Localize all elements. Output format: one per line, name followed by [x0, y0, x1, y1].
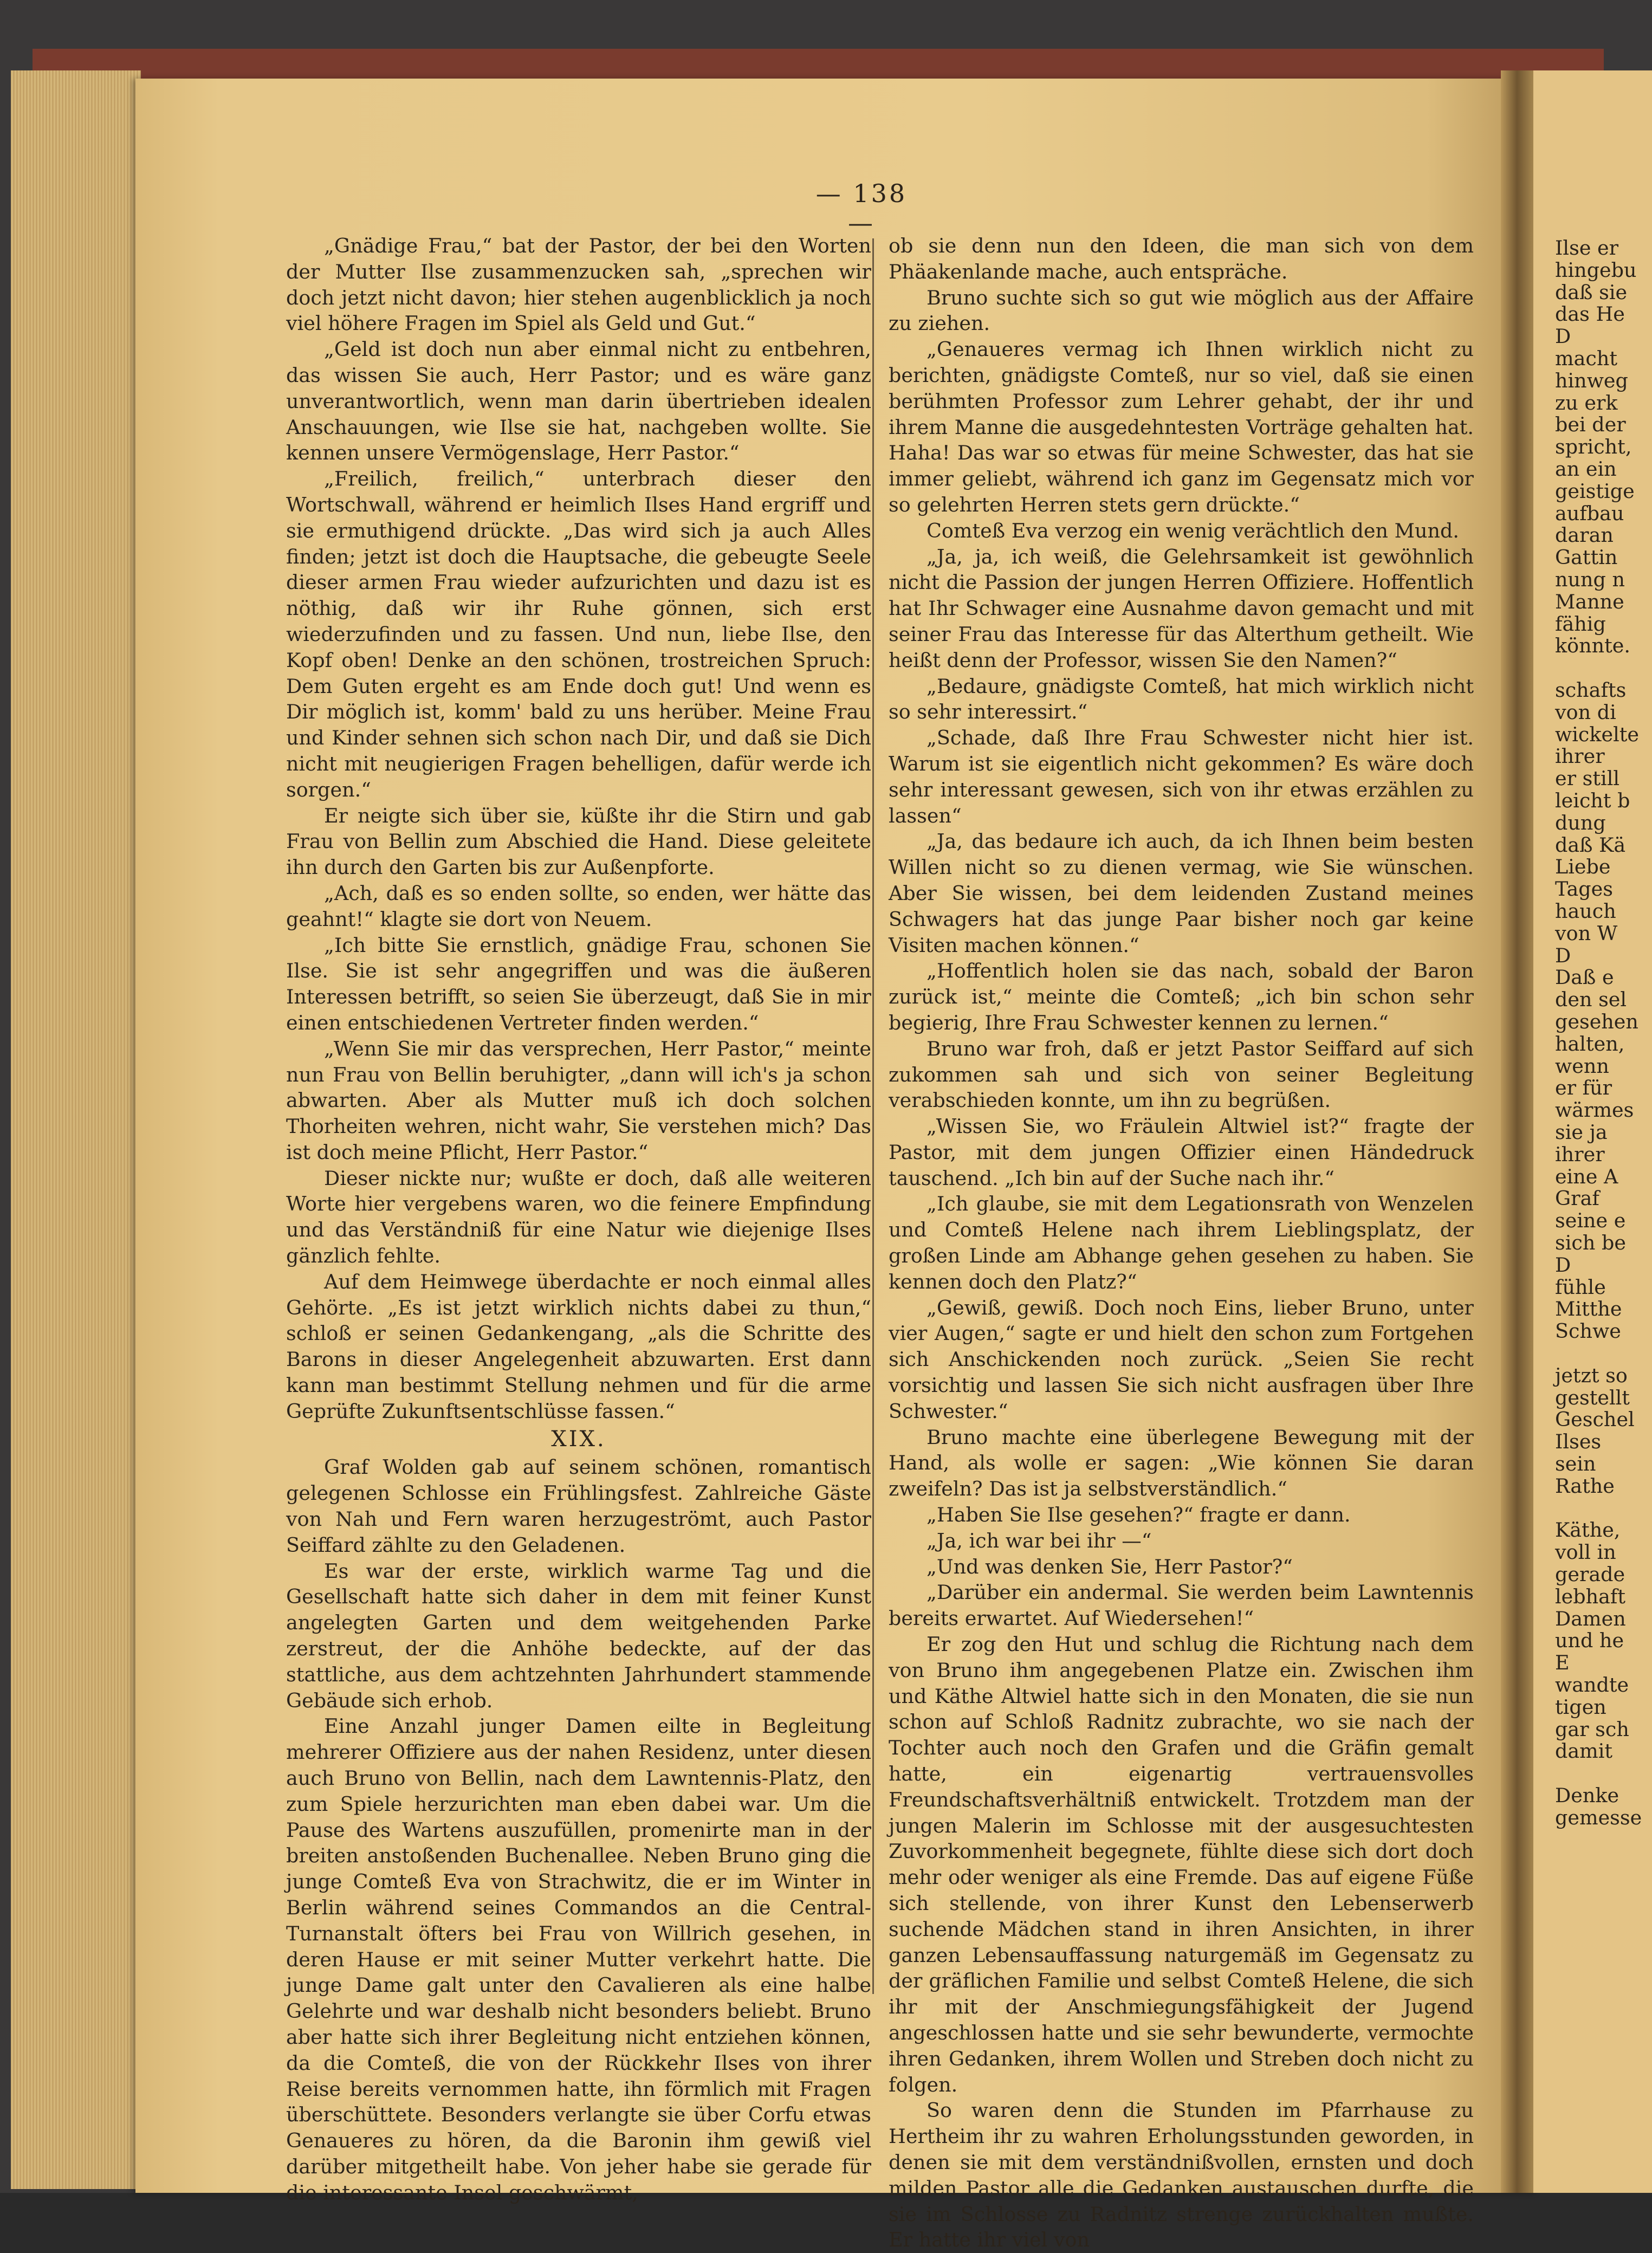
- facing-page-line: Daß e: [1555, 966, 1614, 989]
- paragraph: „Ja, das bedaure ich auch, da ich Ihnen beim besten Willen nicht so zu dienen vermag, wie Sie wünschen. Aber Sie wissen, bei dem leidenden Zustand meines Schwagers hat das junge Paar bisher noch gar keine Visiten machen können.“: [889, 830, 1474, 957]
- facing-page-line: bei der: [1555, 413, 1626, 437]
- facing-page-line: Gattin: [1555, 546, 1618, 569]
- paragraph: Er neigte sich über sie, küßte ihr die Stirn und gab Frau von Bellin zum Abschied die Hand. Diese geleitete ihn durch den Garten bis zur Außenpforte.: [286, 804, 871, 879]
- facing-page-line: Ilse er: [1555, 236, 1619, 260]
- facing-page-line: Geschel: [1555, 1408, 1635, 1432]
- paragraph: „Bedaure, gnädigste Comteß, hat mich wirklich nicht so sehr interessirt.“: [889, 674, 1474, 724]
- facing-page-line: ihrer: [1555, 744, 1605, 768]
- facing-page-line: daß Kä: [1555, 833, 1626, 857]
- paragraph: „Gewiß, gewiß. Doch noch Eins, lieber Bruno, unter vier Augen,“ sagte er und hielt den schon zum Fortgehen sich Anschickenden noch zurück. „Seien Sie recht vorsichtig und lassen Sie sich nicht ausfragen über Ihre Schwester.“: [889, 1296, 1474, 1423]
- facing-page-line: hauch: [1555, 899, 1616, 923]
- paragraph: „Und was denken Sie, Herr Pastor?“: [927, 1555, 1293, 1578]
- facing-page-line: wickelte: [1555, 722, 1640, 746]
- facing-page-line: Denke: [1555, 1784, 1619, 1807]
- facing-page-line: lebhaft: [1555, 1584, 1626, 1608]
- facing-page-line: Ilses: [1555, 1430, 1602, 1454]
- facing-page-line: sie ja: [1555, 1121, 1608, 1144]
- facing-page-line: D: [1555, 325, 1571, 348]
- facing-page-line: schafts: [1555, 678, 1627, 702]
- chapter-heading: XIX.: [551, 1426, 606, 1452]
- facing-page-line: Tages: [1555, 877, 1613, 901]
- facing-page-line: gerade: [1555, 1563, 1625, 1586]
- paragraph: „Wenn Sie mir das versprechen, Herr Pastor,“ meinte nun Frau von Bellin beruhigter, „dann will ich's ja schon abwarten. Aber als Mutter muß ich doch solchen Thorheiten wehren, nicht wahr, Sie verstehen mich? Das ist doch meine Pflicht, Herr Pastor.“: [286, 1037, 871, 1164]
- page-stack-edge: [11, 70, 141, 2189]
- facing-page-line: wenn: [1555, 1054, 1609, 1078]
- facing-page-line: seine e: [1555, 1209, 1626, 1233]
- facing-page-line: Rathe: [1555, 1474, 1615, 1498]
- facing-page-line: D: [1555, 1253, 1571, 1277]
- paragraph: „Schade, daß Ihre Frau Schwester nicht hier ist. Warum ist sie eigentlich nicht gekommen? Es wäre doch sehr interessant gewesen, sich von ihr etwas erzählen zu lassen“: [889, 726, 1474, 827]
- facing-page-line: wandte: [1555, 1673, 1629, 1697]
- facing-page-line: sich be: [1555, 1231, 1626, 1254]
- facing-page-line: halten,: [1555, 1032, 1625, 1056]
- facing-page-line: das He: [1555, 302, 1625, 326]
- paragraph: „Freilich, freilich,“ unterbrach dieser den Wortschwall, während er heimlich Ilses Hand ergriff und sie ermuthigend drückte. „Das wird sich ja auch Alles finden; jetzt ist doch die Hauptsache, die gebeugte Seele dieser armen Frau wieder aufzurichten und dazu ist es nöthig, daß wir ihr Ruhe gönnen, sich erst wiederzufinden und zu fassen. Und nun, liebe Ilse, den Kopf oben! Denke an den schönen, trostreichen Spruch: Dem Guten ergeht es am Ende doch gut! Und wenn es Dir möglich ist, komm' bald zu uns herüber. Meine Frau und Kinder sehnen sich schon nach Dir, und daß sie Dich nicht mit neugierigen Fragen behelligen, dafür werde ich sorgen.“: [286, 467, 871, 801]
- facing-page-line: Mitthe: [1555, 1297, 1622, 1321]
- column-divider: [872, 238, 874, 1994]
- paragraph: Bruno machte eine überlegene Bewegung mit der Hand, als wolle er sagen: „Wie können Sie daran zweifeln? Das ist ja selbstverständlich.“: [889, 1425, 1474, 1501]
- paragraph: Bruno war froh, daß er jetzt Pastor Seiffard auf sich zukommen sah und sich von seiner Begleitung verabschieden konnte, um ihn zu begrüßen.: [889, 1037, 1474, 1112]
- paragraph: „Hoffentlich holen sie das nach, sobald der Baron zurück ist,“ meinte die Comteß; „ich bin schon sehr begierig, Ihre Frau Schwester kennen zu lernen.“: [889, 959, 1474, 1034]
- facing-page-line: an ein: [1555, 457, 1617, 481]
- facing-page-line: geistige: [1555, 479, 1635, 503]
- paragraph: „Ja, ich war bei ihr —“: [927, 1529, 1152, 1552]
- facing-page-line: Damen: [1555, 1607, 1626, 1630]
- book-gutter: [1501, 70, 1533, 2193]
- facing-page-line: gestellt: [1555, 1386, 1630, 1409]
- facing-page-line: Manne: [1555, 590, 1624, 613]
- paragraph: „Genaueres vermag ich Ihnen wirklich nicht zu berichten, gnädigste Comteß, nur so viel, daß sie einen berühmten Professor zum Lehrer gehabt, der ihr und ihrem Manne die ausgedehntesten Vorträge gehalten hat. Haha! Das war so etwas für meine Schwester, das hat sie immer geliebt, während ich ganz im Gegensatz mich vor so gelehrten Herren stets gern drückte.“: [889, 338, 1474, 516]
- facing-page-line: macht: [1555, 347, 1617, 370]
- facing-page-line: Käthe,: [1555, 1518, 1621, 1542]
- right-text-column: [889, 233, 1474, 2253]
- paragraph: „Ja, ja, ich weiß, die Gelehrsamkeit ist gewöhnlich nicht die Passion der jungen Herren Offiziere. Hoffentlich hat Ihr Schwager eine Ausnahme davon gemacht und mit seiner Frau das Interesse für das Alterthum getheilt. Wie heißt denn der Professor, wissen Sie den Namen?“: [889, 545, 1474, 672]
- paragraph: „Darüber ein andermal. Sie werden beim Lawntennis bereits erwartet. Auf Wiedersehen!“: [889, 1581, 1474, 1630]
- paragraph: „Ich glaube, sie mit dem Legationsrath von Wenzelen und Comteß Helene nach ihrem Lieblingsplatz, der großen Linde am Abhange gehen gesehen zu haben. Sie kennen doch den Platz?“: [889, 1192, 1474, 1293]
- facing-page-line: fähig: [1555, 612, 1606, 636]
- paragraph: „Wissen Sie, wo Fräulein Altwiel ist?“ fragte der Pastor, mit dem jungen Offizier einen Händedruck tauschend. „Ich bin auf der Suche nach ihr.“: [889, 1115, 1474, 1190]
- page-number: — 138 —: [815, 179, 908, 237]
- facing-page-line: Graf: [1555, 1187, 1599, 1210]
- paragraph: Er zog den Hut und schlug die Richtung nach dem von Bruno ihm angegebenen Platze ein. Zwischen ihm und Käthe Altwiel hatte sich in den Monaten, die sie nun schon auf Schloß Radnitz zubrachte, wo sie nach der Tochter auch noch den Grafen und die Gräfin gemalt hatte, ein eigenartig vertrauensvolles Freundschaftsverhältniß entwickelt. Trotzdem man der jungen Malerin im Schlosse mit der ausgesuchtesten Zuvorkommenheit begegnete, fühlte diese sich dort doch mehr oder weniger als eine Fremde. Das auf eigene Füße sich stellende, von ihrer Kunst den Lebenserwerb suchende Mädchen stand in ihren Ansichten, in ihrer ganzen Lebensauffassung naturgemäß im Gegensatz zu der gräflichen Familie und selbst Comteß Helene, die sich ihr mit der Anschmiegungsfähigkeit der Jugend angeschlossen hatte und sie sehr bewunderte, vermochte ihren Gedanken, ihrem Wollen und Streben doch nicht zu folgen.: [889, 1633, 1474, 2096]
- facing-page-line: und he: [1555, 1629, 1624, 1653]
- facing-page-line: sein: [1555, 1452, 1596, 1475]
- paragraph: Bruno suchte sich so gut wie möglich aus der Affaire zu ziehen.: [889, 286, 1474, 335]
- facing-page-line: den sel: [1555, 988, 1627, 1012]
- facing-page-line: fühle: [1555, 1275, 1606, 1299]
- facing-page-line: von di: [1555, 700, 1616, 724]
- facing-page-line: tigen: [1555, 1695, 1606, 1719]
- paragraph: „Geld ist doch nun aber einmal nicht zu entbehren, das wissen Sie auch, Herr Pastor; und es wäre ganz unverantwortlich, wenn man darin übertrieben idealen Anschauungen, wie Ilse sie hat, nachgeben wollte. Sie kennen unsere Vermögenslage, Herr Pastor.“: [286, 338, 871, 465]
- facing-page-line: wärmes: [1555, 1098, 1634, 1122]
- facing-page-line: D: [1555, 943, 1571, 967]
- paragraph: ob sie denn nun den Ideen, die man sich von dem Phäakenlande mache, auch entspräche.: [889, 234, 1474, 283]
- facing-page-line: Liebe: [1555, 855, 1611, 879]
- facing-page-line: leicht b: [1555, 789, 1630, 812]
- facing-page-line: jetzt so: [1555, 1363, 1628, 1387]
- facing-page-line: nung n: [1555, 568, 1625, 591]
- paragraph: Dieser nickte nur; wußte er doch, daß alle weiteren Worte hier vergebens waren, wo die feinere Empfindung und das Verständniß für eine Natur wie diejenige Ilses gänzlich fehlte.: [286, 1166, 871, 1268]
- paragraph: „Ich bitte Sie ernstlich, gnädige Frau, schonen Sie Ilse. Sie ist sehr angegriffen und was die äußeren Interessen betrifft, so seien Sie überzeugt, daß Sie in mir einen entschiedenen Vertreter finden werden.“: [286, 933, 871, 1034]
- facing-page-line: gar sch: [1555, 1717, 1629, 1741]
- facing-page-line: daß sie: [1555, 280, 1628, 304]
- facing-page-line: Schwe: [1555, 1319, 1621, 1343]
- facing-page-line: zu erk: [1555, 391, 1618, 415]
- facing-page-line: gemesse: [1555, 1805, 1642, 1829]
- facing-page-line: ihrer: [1555, 1142, 1605, 1166]
- paragraph: Graf Wolden gab auf seinem schönen, romantisch gelegenen Schlosse ein Frühlingsfest. Zahlreiche Gäste von Nah und Fern waren herzugeströmt, auch Pastor Seiffard zählte zu den Geladenen.: [286, 1455, 871, 1557]
- paragraph: Es war der erste, wirklich warme Tag und die Gesellschaft hatte sich daher in dem mit feiner Kunst angelegten Garten und dem weitgehenden Parke zerstreut, der die Anhöhe bedeckte, auf der das stattliche, aus dem achtzehnten Jahrhundert stammende Gebäude sich erhob.: [286, 1559, 871, 1712]
- facing-page-line: E: [1555, 1651, 1570, 1675]
- facing-page-line: gesehen: [1555, 1010, 1638, 1033]
- facing-page-line: könnte.: [1555, 634, 1630, 658]
- paragraph: So waren denn die Stunden im Pfarrhause zu Hertheim ihr zu wahren Erholungsstunden geworden, in denen sie mit dem verständnißvollen, ernsten und doch milden Pastor alle die Gedanken austauschen durfte, die sie im Schlosse zu Radnitz strenge zurückhalten mußte. Er hatte ihr viel von: [889, 2099, 1474, 2252]
- paragraph: Eine Anzahl junger Damen eilte in Begleitung mehrerer Offiziere aus der nahen Residenz, unter diesen auch Bruno von Bellin, nach dem Lawntennis-Platz, den zum Spiele herzurichten man eben dabei war. Um die Pause des Wartens auszufüllen, promenirte man in der breiten anstoßenden Buchenallee. Neben Bruno ging die junge Comteß Eva von Strachwitz, die er im Winter in Berlin während seines Commandos an die Central-Turnanstalt öfters bei Frau von Willrich gesehen, in deren Hause er mit seiner Mutter verkehrt hatte. Die junge Dame galt unter den Cavalieren als eine halbe Gelehrte und war deshalb nicht besonders beliebt. Bruno aber hatte sich ihrer Begleitung nicht entziehen können, da die Comteß, die von der Rückkehr Ilses von ihrer Reise bereits vernommen hatte, ihn förmlich mit Fragen überschüttete. Besonders verlangte sie über Corfu etwas Genaueres zu hören, da die Baronin ihm gewiß viel darüber mitgetheilt habe. Von jeher habe sie gerade für die interessante Insel geschwärmt,: [286, 1714, 871, 2204]
- paragraph: „Ach, daß es so enden sollte, so enden, wer hätte das geahnt!“ klagte sie dort von Neuem.: [286, 881, 871, 931]
- facing-page-line: aufbau: [1555, 501, 1624, 525]
- paragraph: Comteß Eva verzog ein wenig verächtlich den Mund.: [927, 519, 1459, 542]
- facing-page-line: voll in: [1555, 1540, 1616, 1564]
- facing-page-line: er für: [1555, 1076, 1612, 1100]
- facing-page-line: damit: [1555, 1739, 1613, 1763]
- facing-page-line: spricht,: [1555, 435, 1632, 459]
- facing-page-line: er still: [1555, 767, 1620, 791]
- facing-page-line: daran: [1555, 523, 1614, 547]
- left-text-column: [286, 233, 871, 2206]
- facing-page-line: dung: [1555, 811, 1606, 834]
- paragraph: „Gnädige Frau,“ bat der Pastor, der bei den Worten der Mutter Ilse zusammenzucken sah, „sprechen wir doch jetzt nicht davon; hier stehen augenblicklich ja noch viel höhere Fragen im Spiel als Geld und Gut.“: [286, 234, 871, 335]
- facing-page-line: hingebu: [1555, 258, 1637, 282]
- paragraph: „Haben Sie Ilse gesehen?“ fragte er dann.: [927, 1503, 1351, 1527]
- facing-page-line: eine A: [1555, 1164, 1618, 1188]
- facing-page-line: hinweg: [1555, 368, 1628, 392]
- facing-page-line: von W: [1555, 921, 1618, 945]
- paragraph: Auf dem Heimwege überdachte er noch einmal alles Gehörte. „Es ist jetzt wirklich nichts dabei zu thun,“ schloß er seinen Gedankengang, „als die Schritte des Barons in dieser Angelegenheit abzuwarten. Erst dann kann man bestimmt Stellung nehmen und für die arme Geprüfte Zukunftsentschlüsse fassen.“: [286, 1270, 871, 1423]
